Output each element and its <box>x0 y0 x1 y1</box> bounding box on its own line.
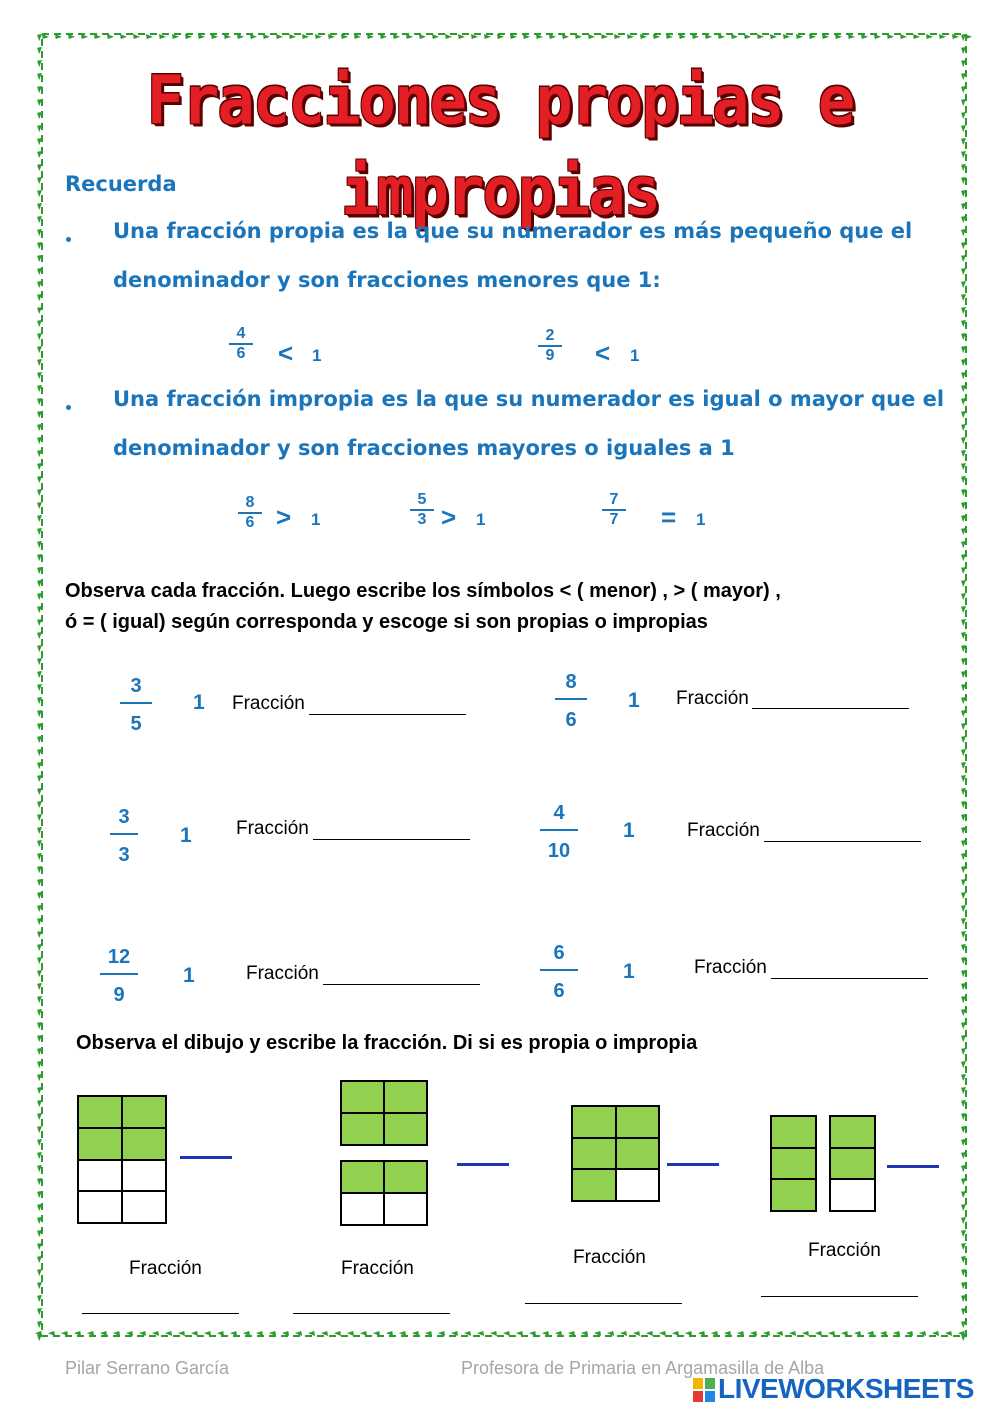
example-fraction: 5 3 <box>410 491 434 529</box>
example-fraction: 8 6 <box>238 494 262 532</box>
example-value: 1 <box>696 510 706 529</box>
example-value: 1 <box>312 346 322 365</box>
fraccion-label: Fracción <box>236 818 309 839</box>
liveworksheets-logo-icon <box>693 1378 715 1402</box>
fraction-answer-line[interactable] <box>667 1163 719 1166</box>
fraction-drawing-3 <box>571 1105 660 1202</box>
example-fraction: 4 6 <box>229 325 253 363</box>
example-symbol: > <box>441 502 457 532</box>
example-fraction: 7 7 <box>602 491 626 529</box>
fraction-answer-line[interactable] <box>457 1163 509 1166</box>
example-symbol: > <box>276 502 292 532</box>
answer-line[interactable] <box>771 978 928 979</box>
fraccion-label: Fracción <box>246 963 319 984</box>
exercise1-instruction-line1: Observa cada fracción. Luego escribe los símbolos < ( menor) , > ( mayor) , <box>65 580 781 602</box>
rule-propia-line2: denominador y son fracciones menores que 1: <box>113 268 661 292</box>
answer-line[interactable] <box>764 841 921 842</box>
rule-propia-line1: Una fracción propia es la que su numerador es más pequeño que el <box>113 219 913 243</box>
fraccion-label: Fracción <box>694 957 767 978</box>
liveworksheets-brand: LIVEWORKSHEETS <box>718 1373 974 1404</box>
answer-line[interactable] <box>82 1313 239 1314</box>
fraccion-label: Fracción <box>129 1258 202 1279</box>
answer-line[interactable] <box>761 1296 918 1297</box>
exercise-fraction: 4 10 <box>540 801 578 863</box>
bullet-dot <box>66 237 71 242</box>
fraction-answer-line[interactable] <box>887 1165 939 1168</box>
exercise-value: 1 <box>180 824 192 847</box>
example-symbol: = <box>661 502 677 532</box>
bullet-dot <box>66 405 71 410</box>
answer-line[interactable] <box>313 839 470 840</box>
page-title: Fracciones propias e impropias <box>146 60 854 231</box>
fraccion-label: Fracción <box>676 688 749 709</box>
fraction-drawing-2-bottom <box>340 1160 428 1226</box>
example-value: 1 <box>630 346 640 365</box>
exercise-value: 1 <box>193 691 205 714</box>
example-value: 1 <box>311 510 321 529</box>
fraction-drawing-1 <box>77 1095 167 1224</box>
recuerda-heading: Recuerda <box>65 172 177 196</box>
exercise-value: 1 <box>623 960 635 983</box>
footer-author: Pilar Serrano García <box>65 1358 230 1378</box>
footer-role: Profesora de Primaria en Argamasilla de Alba <box>461 1358 825 1378</box>
exercise1-instruction-line2: ó = ( igual) según corresponda y escoge si son propias o impropias <box>65 611 708 633</box>
answer-line[interactable] <box>293 1313 450 1314</box>
exercise-value: 1 <box>623 819 635 842</box>
answer-line[interactable] <box>309 714 466 715</box>
example-symbol: < <box>278 338 294 368</box>
fraction-drawing-4-left <box>770 1115 817 1212</box>
fraccion-label: Fracción <box>232 693 305 714</box>
fraction-answer-line[interactable] <box>180 1156 232 1159</box>
fraction-drawing-4-right <box>829 1115 876 1212</box>
answer-line[interactable] <box>323 984 480 985</box>
exercise-fraction: 8 6 <box>555 670 587 732</box>
fraccion-label: Fracción <box>573 1247 646 1268</box>
answer-line[interactable] <box>525 1303 682 1304</box>
exercise-value: 1 <box>628 689 640 712</box>
exercise2-instruction: Observa el dibujo y escribe la fracción. Di si es propia o impropia <box>76 1032 698 1054</box>
rule-impropia-line1: Una fracción impropia es la que su numerador es igual o mayor que el <box>113 387 945 411</box>
example-value: 1 <box>476 510 486 529</box>
exercise-value: 1 <box>183 964 195 987</box>
fraccion-label: Fracción <box>808 1240 881 1261</box>
exercise-fraction: 3 5 <box>120 674 152 736</box>
answer-line[interactable] <box>752 708 909 709</box>
example-fraction: 2 9 <box>538 327 562 365</box>
rule-impropia-line2: denominador y son fracciones mayores o iguales a 1 <box>113 436 735 460</box>
exercise-fraction: 12 9 <box>100 945 138 1007</box>
example-symbol: < <box>595 338 611 368</box>
fraction-drawing-2-top <box>340 1080 428 1146</box>
exercise-fraction: 3 3 <box>110 805 138 867</box>
fraccion-label: Fracción <box>341 1258 414 1279</box>
fraccion-label: Fracción <box>687 820 760 841</box>
exercise-fraction: 6 6 <box>540 941 578 1003</box>
